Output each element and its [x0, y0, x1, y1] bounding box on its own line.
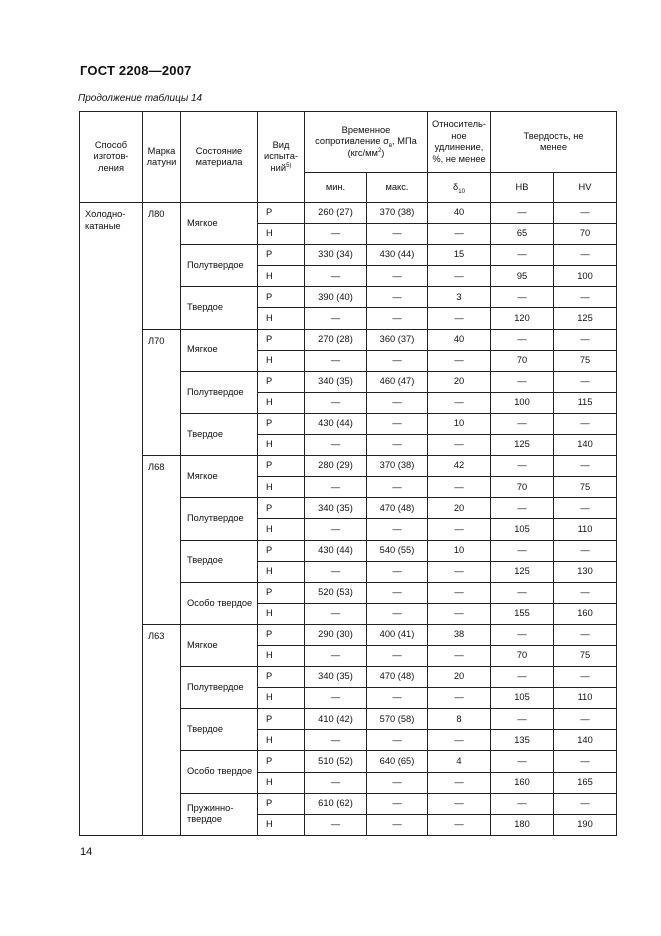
- header-brand: Марка латуни: [143, 112, 181, 203]
- cell-test-type: Н: [258, 730, 305, 751]
- cell-state: Твердое: [181, 413, 258, 455]
- cell-tensile-max: —: [366, 814, 427, 835]
- cell-hv: —: [554, 793, 617, 814]
- cell-hv: 125: [554, 308, 617, 329]
- cell-tensile-max: 640 (65): [366, 751, 427, 772]
- cell-tensile-min: —: [304, 688, 366, 709]
- cell-elongation: —: [427, 435, 490, 456]
- cell-tensile-min: 520 (53): [304, 582, 366, 603]
- header-tensile-sup: 2: [377, 147, 382, 154]
- cell-hb: 125: [491, 561, 554, 582]
- cell-hb: —: [491, 456, 554, 477]
- cell-tensile-min: —: [304, 814, 366, 835]
- cell-tensile-min: —: [304, 772, 366, 793]
- cell-hb: 70: [491, 645, 554, 666]
- cell-elongation: —: [427, 224, 490, 245]
- cell-elongation: —: [427, 730, 490, 751]
- cell-test-type: Р: [258, 203, 305, 224]
- table-row: [80, 624, 617, 645]
- cell-tensile-min: —: [304, 392, 366, 413]
- header-delta-sub: 10: [458, 188, 465, 195]
- cell-elongation: —: [427, 266, 490, 287]
- cell-tensile-min: 410 (42): [304, 709, 366, 730]
- cell-hv: —: [554, 624, 617, 645]
- cell-tensile-min: 610 (62): [304, 793, 366, 814]
- cell-elongation: —: [427, 603, 490, 624]
- cell-test-type: Р: [258, 413, 305, 434]
- cell-hb: —: [491, 203, 554, 224]
- cell-tensile-max: —: [366, 224, 427, 245]
- cell-elongation: —: [427, 350, 490, 371]
- cell-hv: —: [554, 456, 617, 477]
- cell-tensile-min: —: [304, 350, 366, 371]
- header-tensile-prefix: Временное сопротивление σ: [315, 124, 391, 147]
- header-elongation: Относитель-ное удлинение, %, не менее: [427, 112, 490, 173]
- cell-test-type: Р: [258, 582, 305, 603]
- cell-elongation: 40: [427, 329, 490, 350]
- cell-hv: 100: [554, 266, 617, 287]
- cell-hb: 95: [491, 266, 554, 287]
- cell-elongation: 4: [427, 751, 490, 772]
- cell-hv: 110: [554, 688, 617, 709]
- cell-hb: 65: [491, 224, 554, 245]
- cell-state: Полутвердое: [181, 371, 258, 413]
- cell-test-type: Р: [258, 667, 305, 688]
- cell-hb: 100: [491, 392, 554, 413]
- cell-hb: —: [491, 287, 554, 308]
- cell-elongation: —: [427, 645, 490, 666]
- cell-tensile-max: 400 (41): [366, 624, 427, 645]
- cell-tensile-min: —: [304, 477, 366, 498]
- cell-elongation: 15: [427, 245, 490, 266]
- cell-test-type: Р: [258, 245, 305, 266]
- cell-hb: 70: [491, 477, 554, 498]
- cell-test-type: Н: [258, 224, 305, 245]
- cell-hv: —: [554, 667, 617, 688]
- cell-tensile-max: 370 (38): [366, 456, 427, 477]
- cell-hb: 105: [491, 519, 554, 540]
- cell-hb: —: [491, 498, 554, 519]
- cell-test-type: Р: [258, 793, 305, 814]
- header-tensile-suffix: , МПа (кгс/мм: [347, 136, 417, 158]
- cell-hv: 75: [554, 477, 617, 498]
- cell-tensile-max: —: [366, 603, 427, 624]
- cell-tensile-max: 460 (47): [366, 371, 427, 392]
- cell-hv: 140: [554, 435, 617, 456]
- cell-tensile-max: —: [366, 793, 427, 814]
- cell-test-type: Р: [258, 456, 305, 477]
- cell-hb: 135: [491, 730, 554, 751]
- cell-hv: —: [554, 203, 617, 224]
- cell-hv: 165: [554, 772, 617, 793]
- cell-hb: 155: [491, 603, 554, 624]
- cell-state: Мягкое: [181, 624, 258, 666]
- cell-tensile-max: —: [366, 350, 427, 371]
- cell-tensile-min: 340 (35): [304, 371, 366, 392]
- cell-state: Полутвердое: [181, 667, 258, 709]
- cell-test-type: Н: [258, 477, 305, 498]
- cell-test-type: Р: [258, 709, 305, 730]
- cell-state: Особо твердое: [181, 751, 258, 793]
- cell-elongation: 20: [427, 371, 490, 392]
- cell-tensile-max: 470 (48): [366, 498, 427, 519]
- cell-hb: 70: [491, 350, 554, 371]
- cell-brand: Л80: [143, 203, 181, 330]
- properties-table: [79, 111, 617, 836]
- cell-tensile-max: —: [366, 772, 427, 793]
- cell-test-type: Н: [258, 266, 305, 287]
- cell-elongation: —: [427, 477, 490, 498]
- page-number: 14: [80, 846, 93, 858]
- cell-tensile-min: 390 (40): [304, 287, 366, 308]
- cell-tensile-max: —: [366, 413, 427, 434]
- cell-hv: 160: [554, 603, 617, 624]
- cell-elongation: —: [427, 814, 490, 835]
- cell-state: Мягкое: [181, 329, 258, 371]
- header-min: мин.: [304, 173, 366, 203]
- header-tensile-end: ): [381, 147, 385, 158]
- header-hv: HV: [554, 173, 617, 203]
- cell-elongation: —: [427, 688, 490, 709]
- cell-elongation: —: [427, 793, 490, 814]
- cell-elongation: —: [427, 392, 490, 413]
- header-hardness: Твердость, не менее: [491, 112, 617, 173]
- cell-hv: 140: [554, 730, 617, 751]
- cell-hb: —: [491, 245, 554, 266]
- cell-tensile-max: —: [366, 582, 427, 603]
- cell-tensile-max: —: [366, 519, 427, 540]
- cell-state: Особо твердое: [181, 582, 258, 624]
- cell-hb: 120: [491, 308, 554, 329]
- cell-state: Полутвердое: [181, 498, 258, 540]
- cell-hb: —: [491, 413, 554, 434]
- cell-state: Твердое: [181, 540, 258, 582]
- cell-elongation: 20: [427, 667, 490, 688]
- cell-tensile-min: —: [304, 519, 366, 540]
- table-body: [80, 203, 617, 836]
- cell-tensile-max: —: [366, 645, 427, 666]
- cell-hv: —: [554, 751, 617, 772]
- cell-test-type: Р: [258, 751, 305, 772]
- cell-hb: 125: [491, 435, 554, 456]
- cell-test-type: Н: [258, 561, 305, 582]
- header-state: Состояние материала: [181, 112, 258, 203]
- header-method: Способ изготов-ления: [80, 112, 143, 203]
- cell-elongation: 38: [427, 624, 490, 645]
- cell-tensile-min: —: [304, 645, 366, 666]
- cell-tensile-min: 430 (44): [304, 413, 366, 434]
- cell-state: Мягкое: [181, 203, 258, 245]
- cell-elongation: —: [427, 582, 490, 603]
- cell-test-type: Н: [258, 308, 305, 329]
- cell-tensile-max: —: [366, 392, 427, 413]
- cell-hb: —: [491, 582, 554, 603]
- table-row: [80, 329, 617, 350]
- cell-test-type: Р: [258, 498, 305, 519]
- cell-state: Твердое: [181, 287, 258, 329]
- header-test-type-label: Вид испыта-ний: [264, 139, 298, 173]
- cell-tensile-min: 260 (27): [304, 203, 366, 224]
- cell-test-type: Н: [258, 645, 305, 666]
- cell-test-type: Н: [258, 519, 305, 540]
- cell-hv: —: [554, 287, 617, 308]
- cell-tensile-min: 340 (35): [304, 667, 366, 688]
- cell-test-type: Н: [258, 688, 305, 709]
- cell-tensile-max: —: [366, 308, 427, 329]
- cell-tensile-max: 470 (48): [366, 667, 427, 688]
- cell-tensile-min: —: [304, 730, 366, 751]
- cell-tensile-min: 270 (28): [304, 329, 366, 350]
- cell-hv: 115: [554, 392, 617, 413]
- header-test-type: [258, 112, 305, 203]
- cell-test-type: Р: [258, 329, 305, 350]
- cell-hb: —: [491, 793, 554, 814]
- cell-hv: —: [554, 413, 617, 434]
- table-row: [80, 203, 617, 224]
- cell-test-type: Н: [258, 772, 305, 793]
- cell-state: Пружинно-твердое: [181, 793, 258, 835]
- cell-tensile-max: —: [366, 477, 427, 498]
- cell-tensile-max: 430 (44): [366, 245, 427, 266]
- cell-brand: Л63: [143, 624, 181, 835]
- header-delta-symbol: δ: [453, 181, 459, 192]
- cell-test-type: Н: [258, 392, 305, 413]
- cell-tensile-max: —: [366, 287, 427, 308]
- cell-tensile-max: —: [366, 688, 427, 709]
- table-caption: Продолжение таблицы 14: [78, 93, 203, 104]
- cell-elongation: —: [427, 519, 490, 540]
- cell-hv: 75: [554, 350, 617, 371]
- cell-hv: 190: [554, 814, 617, 835]
- cell-state: Мягкое: [181, 456, 258, 498]
- cell-elongation: —: [427, 772, 490, 793]
- cell-elongation: 20: [427, 498, 490, 519]
- cell-tensile-max: 360 (37): [366, 329, 427, 350]
- cell-test-type: Р: [258, 287, 305, 308]
- cell-elongation: 8: [427, 709, 490, 730]
- cell-tensile-max: 570 (58): [366, 709, 427, 730]
- cell-hv: —: [554, 498, 617, 519]
- cell-hv: —: [554, 371, 617, 392]
- cell-hb: —: [491, 540, 554, 561]
- cell-test-type: Р: [258, 540, 305, 561]
- cell-hb: —: [491, 709, 554, 730]
- cell-hb: —: [491, 371, 554, 392]
- cell-elongation: 10: [427, 413, 490, 434]
- cell-tensile-min: —: [304, 266, 366, 287]
- cell-tensile-min: —: [304, 561, 366, 582]
- cell-hv: —: [554, 329, 617, 350]
- cell-tensile-min: 280 (29): [304, 456, 366, 477]
- cell-elongation: 10: [427, 540, 490, 561]
- cell-test-type: Н: [258, 814, 305, 835]
- cell-hb: 180: [491, 814, 554, 835]
- cell-tensile-max: 370 (38): [366, 203, 427, 224]
- cell-brand: Л68: [143, 456, 181, 625]
- cell-elongation: —: [427, 308, 490, 329]
- cell-test-type: Н: [258, 350, 305, 371]
- cell-tensile-max: —: [366, 435, 427, 456]
- cell-tensile-min: 340 (35): [304, 498, 366, 519]
- cell-tensile-max: —: [366, 266, 427, 287]
- cell-hb: 160: [491, 772, 554, 793]
- cell-hv: —: [554, 582, 617, 603]
- cell-hv: 110: [554, 519, 617, 540]
- cell-tensile-min: —: [304, 603, 366, 624]
- header-hb: HB: [491, 173, 554, 203]
- cell-brand: Л70: [143, 329, 181, 456]
- cell-state: Твердое: [181, 709, 258, 751]
- header-tensile: [304, 112, 427, 173]
- cell-tensile-max: 540 (55): [366, 540, 427, 561]
- cell-hv: —: [554, 245, 617, 266]
- cell-method: Холодно-катаные: [80, 203, 143, 836]
- cell-tensile-min: —: [304, 224, 366, 245]
- cell-hv: 75: [554, 645, 617, 666]
- cell-tensile-min: 510 (52): [304, 751, 366, 772]
- document-title: ГОСТ 2208—2007: [80, 63, 192, 78]
- cell-tensile-min: 290 (30): [304, 624, 366, 645]
- cell-hb: —: [491, 624, 554, 645]
- cell-elongation: 40: [427, 203, 490, 224]
- cell-test-type: Н: [258, 603, 305, 624]
- cell-tensile-max: —: [366, 730, 427, 751]
- cell-tensile-min: 430 (44): [304, 540, 366, 561]
- cell-tensile-min: —: [304, 435, 366, 456]
- cell-hv: 70: [554, 224, 617, 245]
- cell-hb: —: [491, 329, 554, 350]
- header-delta: [427, 173, 490, 203]
- cell-tensile-max: —: [366, 561, 427, 582]
- header-tensile-sub: в: [388, 143, 393, 150]
- cell-state: Полутвердое: [181, 245, 258, 287]
- cell-tensile-min: —: [304, 308, 366, 329]
- header-test-type-note: 5): [286, 162, 292, 169]
- cell-test-type: Н: [258, 435, 305, 456]
- cell-elongation: —: [427, 561, 490, 582]
- cell-hv: 130: [554, 561, 617, 582]
- cell-hv: —: [554, 540, 617, 561]
- cell-test-type: Р: [258, 371, 305, 392]
- cell-tensile-min: 330 (34): [304, 245, 366, 266]
- cell-hb: 105: [491, 688, 554, 709]
- header-max: макс.: [366, 173, 427, 203]
- cell-hb: —: [491, 751, 554, 772]
- cell-hb: —: [491, 667, 554, 688]
- cell-elongation: 42: [427, 456, 490, 477]
- cell-elongation: 3: [427, 287, 490, 308]
- cell-hv: —: [554, 709, 617, 730]
- cell-test-type: Р: [258, 624, 305, 645]
- table-row: [80, 456, 617, 477]
